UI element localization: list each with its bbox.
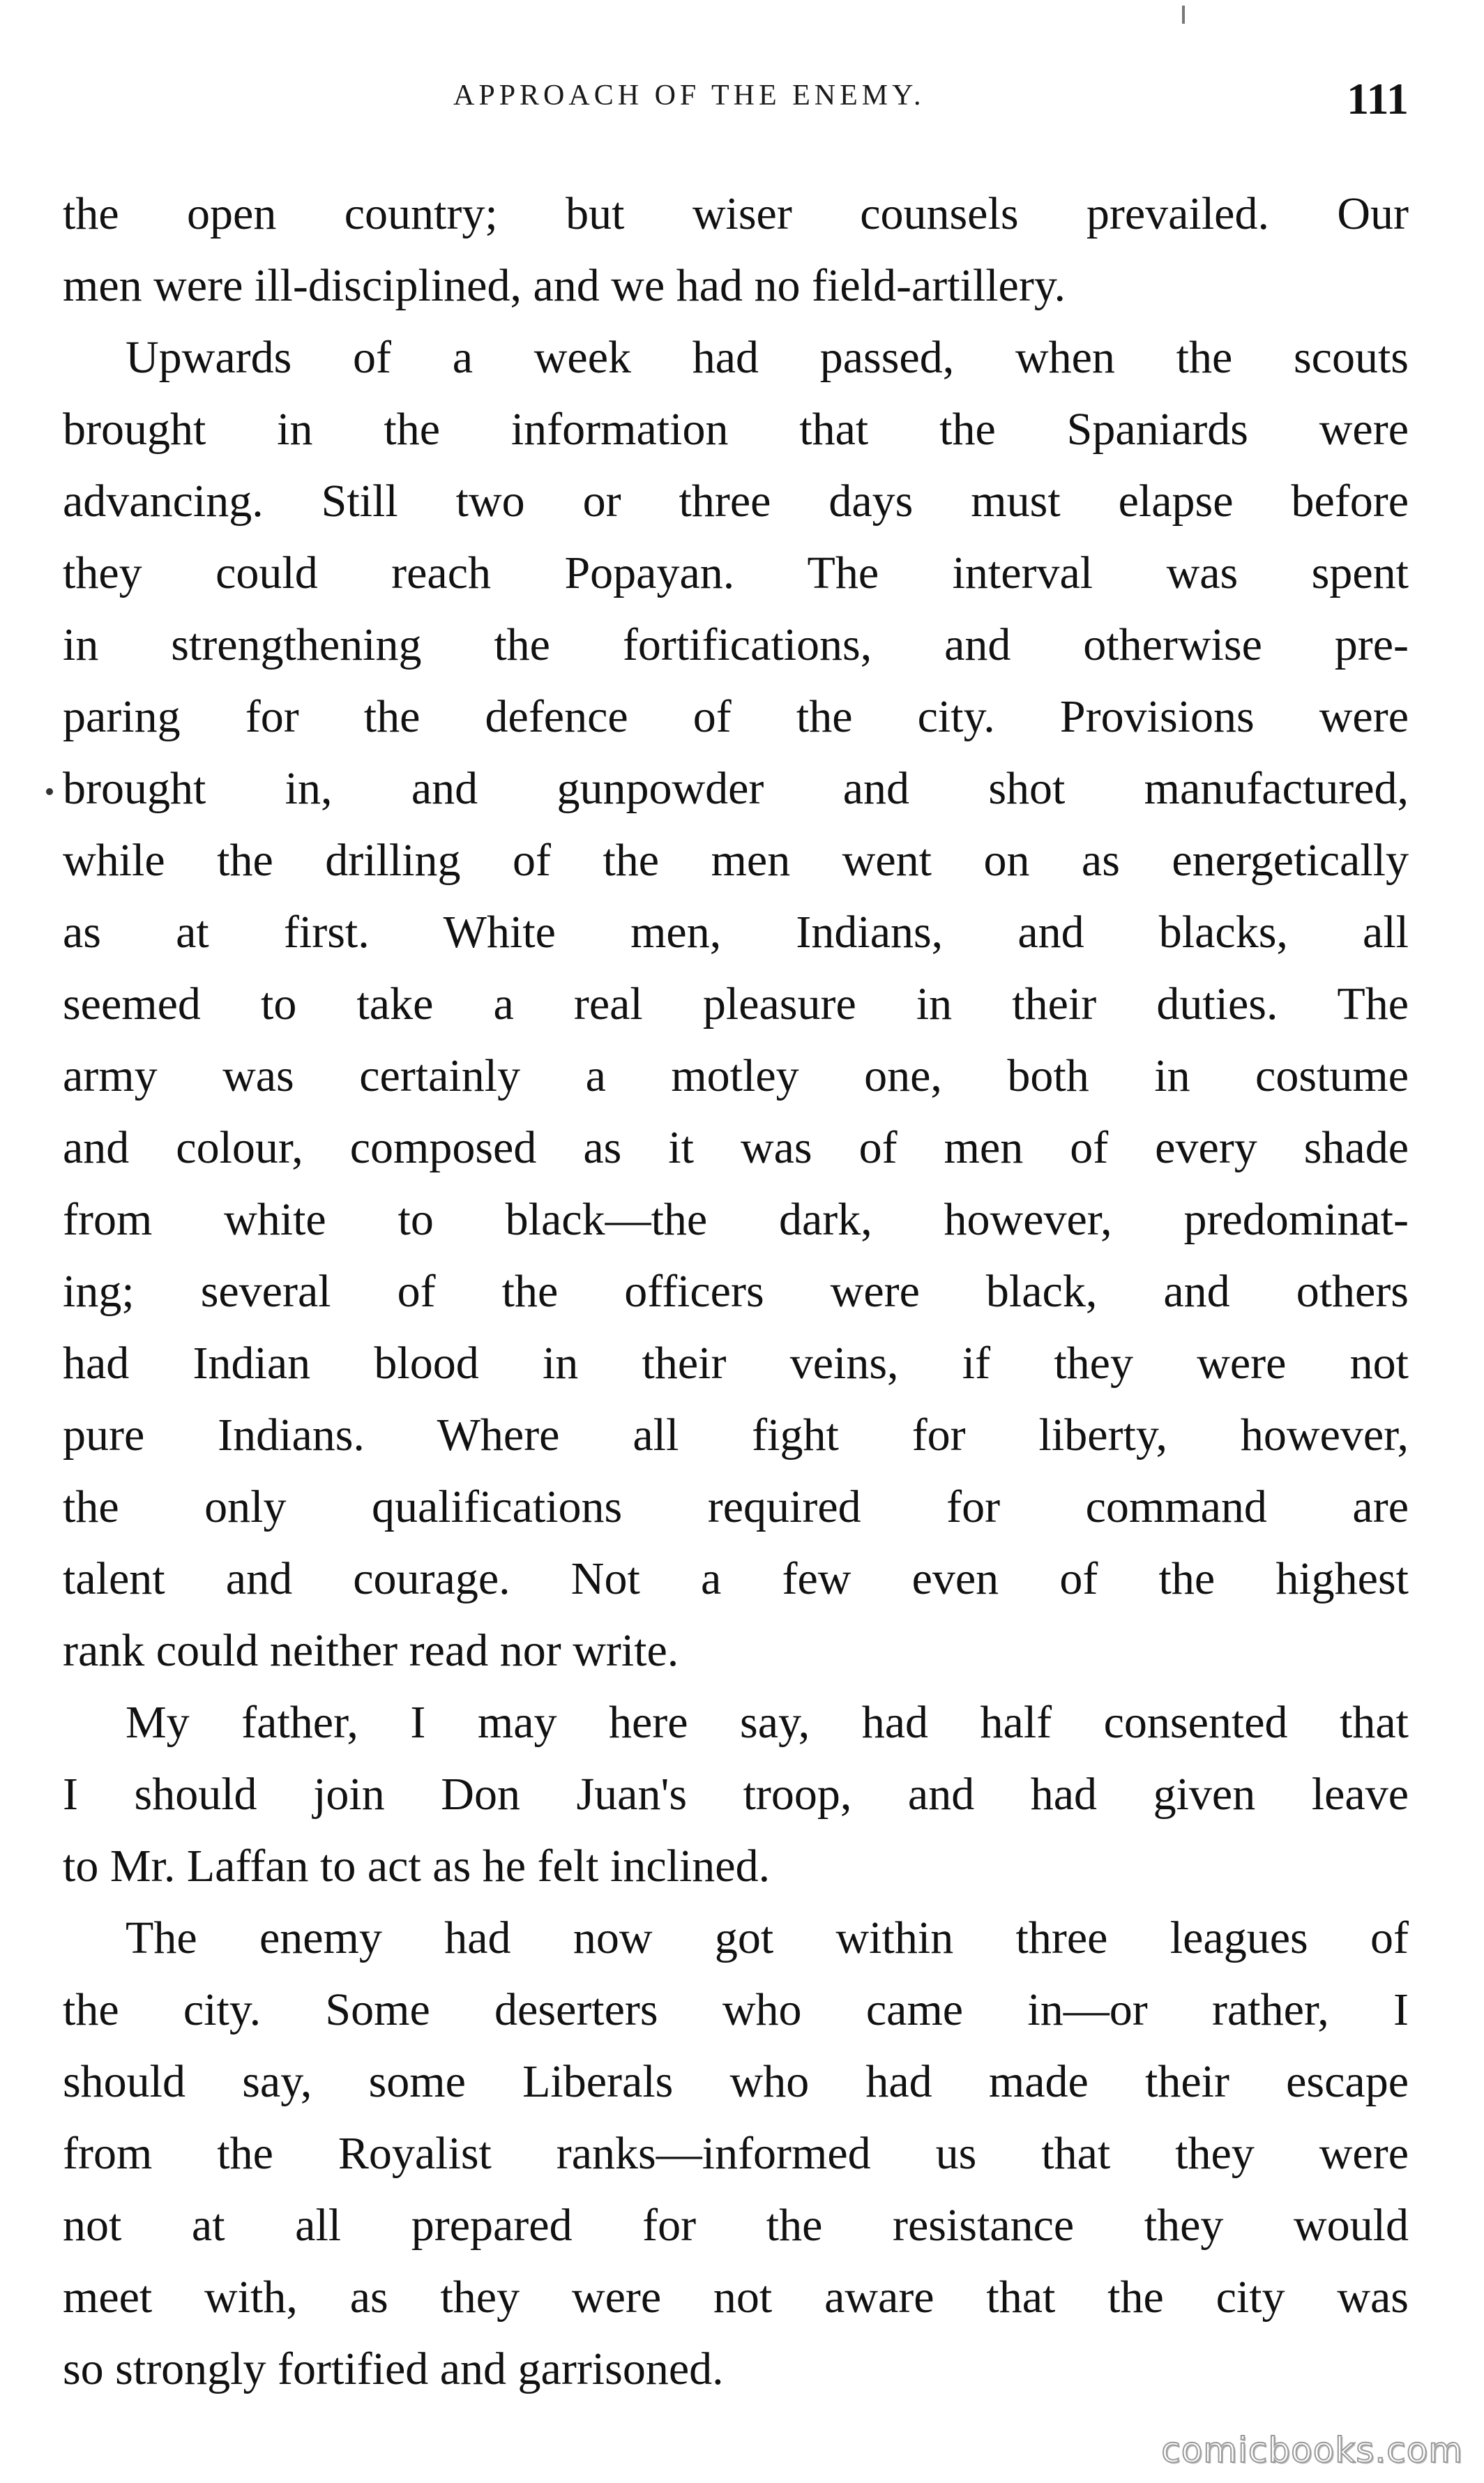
scan-mark [1182, 6, 1185, 24]
text-line: rank could neither read nor write. [63, 1625, 679, 1676]
body-text [63, 178, 1409, 2405]
text-line: pure Indians. Where all fight for liberty, however, [63, 1410, 1409, 1461]
text-line: meet with, as they were not aware that the city was [63, 2272, 1409, 2323]
text-line: in strengthening the fortifications, and otherwise pre- [63, 619, 1409, 670]
page-number: 111 [1347, 74, 1409, 123]
text-line: so strongly fortified and garrisoned. [63, 2344, 724, 2394]
text-line: to Mr. Laffan to act as he felt inclined. [63, 1841, 771, 1892]
page-header [63, 73, 1409, 129]
text-line: as at first. White men, Indians, and blacks, all [63, 907, 1409, 958]
text-line: talent and courage. Not a few even of the highest [63, 1553, 1409, 1604]
text-line: Upwards of a week had passed, when the scouts [126, 332, 1409, 383]
text-line: brought in, and gunpowder and shot manufactured, [63, 763, 1409, 814]
text-line: paring for the defence of the city. Provisions were [63, 691, 1409, 742]
text-line: My father, I may here say, had half consented that [126, 1697, 1409, 1748]
text-line: I should join Don Juan's troop, and had given leave [63, 1769, 1409, 1820]
text-line: had Indian blood in their veins, if they were not [63, 1338, 1409, 1389]
text-line: the only qualifications required for command are [63, 1481, 1409, 1532]
text-line: brought in the information that the Spaniards were [63, 404, 1409, 455]
running-title: APPROACH OF THE ENEMY. [453, 80, 925, 112]
text-line: while the drilling of the men went on as energetically [63, 835, 1409, 886]
text-line: ing; several of the officers were black, and others [63, 1266, 1409, 1317]
text-line: not at all prepared for the resistance they would [63, 2200, 1409, 2251]
text-line: men were ill-disciplined, and we had no field-artillery. [63, 260, 1066, 311]
text-line: from white to black—the dark, however, predominat- [63, 1194, 1409, 1245]
watermark: comicbooks.com [1161, 2430, 1463, 2470]
text-line: and colour, composed as it was of men of every shade [63, 1122, 1409, 1173]
margin-dot [46, 788, 53, 795]
text-line: the open country; but wiser counsels prevailed. Our [63, 188, 1409, 239]
text-line: they could reach Popayan. The interval was spent [63, 548, 1409, 598]
text-line: army was certainly a motley one, both in costume [63, 1050, 1409, 1101]
text-line: The enemy had now got within three leagues of [126, 1912, 1409, 1963]
text-line: the city. Some deserters who came in—or rather, I [63, 1984, 1409, 2035]
text-line: from the Royalist ranks—informed us that they were [63, 2128, 1409, 2179]
text-line: advancing. Still two or three days must elapse before [63, 476, 1409, 527]
text-line: seemed to take a real pleasure in their duties. The [63, 979, 1409, 1029]
text-line: should say, some Liberals who had made their escape [63, 2056, 1409, 2107]
